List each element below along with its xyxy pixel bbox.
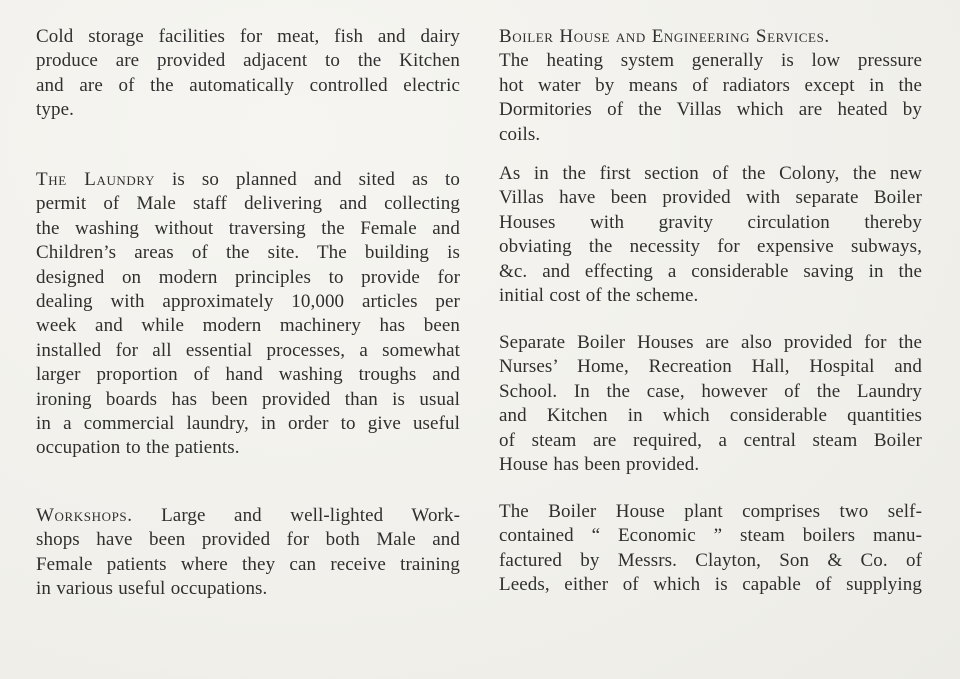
text-line: The Boiler House plant comprises two self-	[499, 501, 922, 522]
boiler-house-heading: Boiler House and Engineering Services.	[499, 26, 830, 47]
text-line: Dormitories of the Villas which are heated by	[499, 99, 922, 121]
workshops-paragraph	[36, 504, 460, 602]
text-line: in a commercial laundry, in order to give useful	[36, 412, 460, 434]
text-line: in various useful occupations.	[36, 578, 268, 600]
text-run: Large and well-lighted Work-	[132, 505, 460, 526]
text-line: occupation to the patients.	[36, 437, 240, 459]
text-line: School. In the case, however of the Laundry	[499, 380, 922, 402]
text-line: contained “ Economic ” steam boilers manu-	[499, 525, 922, 547]
text-line: permit of Male staff delivering and collecting	[36, 193, 460, 215]
text-line: initial cost of the scheme.	[499, 284, 699, 306]
text-line: dealing with approximately 10,000 articles per	[36, 290, 460, 312]
text-line: Female patients where they can receive training	[36, 553, 460, 575]
text-line: Villas have been provided with separate Boiler	[499, 187, 922, 209]
text-line: ironing boards has been provided than is usual	[36, 388, 460, 410]
text-line	[36, 504, 460, 528]
text-line: As in the first section of the Colony, the new	[499, 163, 922, 184]
text-line: House has been provided.	[499, 453, 700, 475]
colony-paragraph	[499, 162, 922, 308]
text-line: Houses with gravity circulation thereby	[499, 211, 922, 233]
separate-boiler-paragraph	[499, 331, 922, 477]
text-line: shops have been provided for both Male and	[36, 529, 460, 551]
text-line: hot water by means of radiators except in the	[499, 74, 922, 96]
text-line: Separate Boiler Houses are also provided for the	[499, 332, 922, 353]
text-line: produce are provided adjacent to the Kitchen	[36, 50, 460, 72]
workshops-heading: Workshops.	[36, 505, 133, 526]
text-line: Nurses’ Home, Recreation Hall, Hospital and	[499, 356, 922, 378]
text-line: Leeds, either of which is capable of supplying	[499, 574, 922, 596]
text-line: and Kitchen in which considerable quantities	[499, 405, 922, 427]
text-line: Children’s areas of the site. The building is	[36, 242, 460, 264]
cold-storage-paragraph	[36, 25, 460, 123]
text-line: installed for all essential processes, a somewhat	[36, 339, 460, 361]
text-line: of steam are required, a central steam Boiler	[499, 429, 922, 451]
text-line: larger proportion of hand washing troughs and	[36, 364, 460, 386]
laundry-paragraph	[36, 168, 460, 461]
text-line: the washing without traversing the Female and	[36, 217, 460, 239]
text-line: factured by Messrs. Clayton, Son & Co. of	[499, 549, 922, 571]
text-line: and are of the automatically controlled electric	[36, 74, 460, 96]
laundry-heading: The Laundry	[36, 169, 155, 190]
text-line: week and while modern machinery has been	[36, 315, 460, 337]
boiler-house-paragraph	[499, 25, 922, 147]
text-line: Cold storage facilities for meat, fish and dairy	[36, 26, 460, 47]
text-line: coils.	[499, 123, 541, 145]
boiler-plant-paragraph	[499, 500, 922, 598]
text-line: type.	[36, 99, 74, 121]
text-line: The heating system generally is low pressure	[499, 50, 922, 72]
text-line: &c. and effecting a considerable saving in the	[499, 260, 922, 282]
text-line	[36, 168, 460, 192]
text-line: obviating the necessity for expensive subways,	[499, 236, 922, 258]
text-run: is so planned and sited as to	[154, 169, 460, 190]
text-line: designed on modern principles to provide for	[36, 266, 460, 288]
